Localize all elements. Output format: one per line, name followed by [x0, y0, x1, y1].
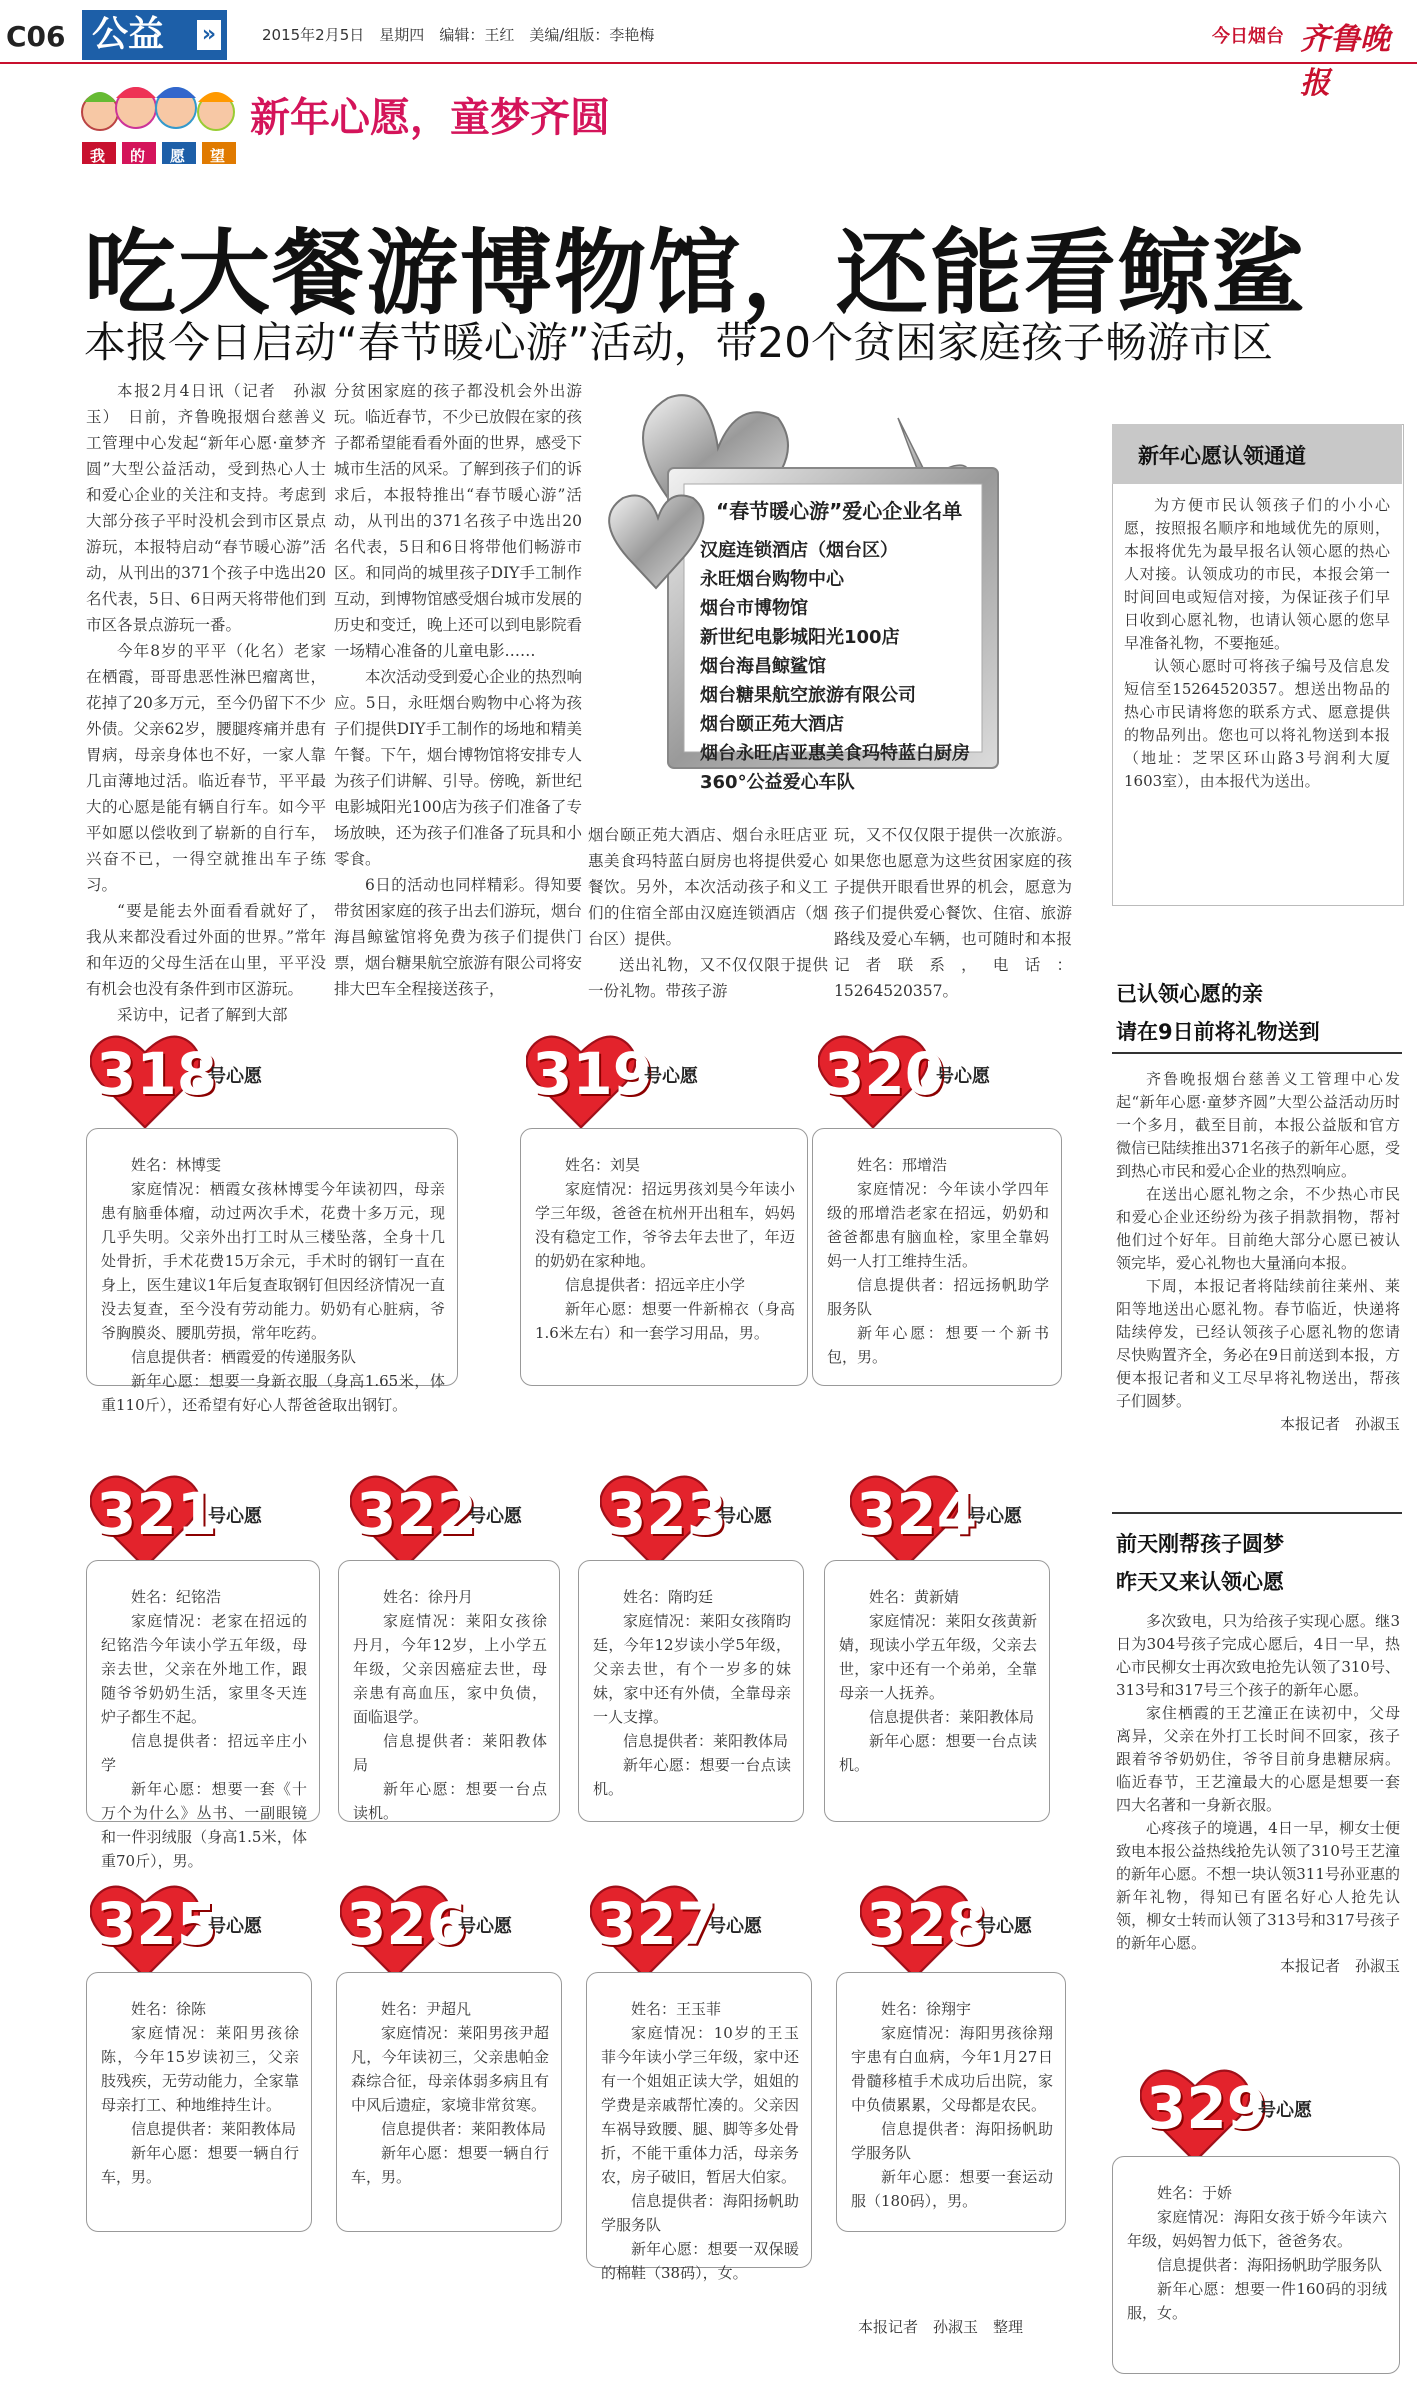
- wish-wish: 新年心愿：想要一辆自行车，男。: [101, 2144, 299, 2186]
- partner-item: 汉庭连锁酒店（烟台区）: [700, 540, 898, 561]
- footer-byline: 本报记者 孙淑玉 整理: [858, 2318, 1024, 2336]
- wish-name: 姓名：徐丹月: [383, 1588, 474, 1606]
- wish-wish: 新年心愿：想要一件新棉衣（身高1.6米左右）和一套学习用品，男。: [535, 1300, 795, 1342]
- tag-char: 我: [90, 147, 106, 165]
- partner-item: 烟台颐正苑大酒店: [700, 714, 844, 735]
- byline: 本报记者 孙淑玉: [1279, 1415, 1400, 1433]
- wish-label: 号心愿: [458, 1916, 512, 1937]
- article-paragraph: 今年8岁的平平（化名）老家在栖霞，哥哥患恶性淋巴瘤离世，花掉了20多万元，至今仍留下不少外债。父亲62岁，腰腿疼痛并患有胃病，母亲身体也不好，一家人靠几亩薄地过活。临近春节，平平最大的心愿是能有辆自行车。如今平平如愿以偿收到了崭新的自行车，兴奋不已，一得空就推出车子练习。: [86, 642, 326, 894]
- wish-name: 姓名：徐陈: [131, 2000, 207, 2018]
- wish-label: 号心愿: [968, 1506, 1022, 1527]
- article-column-2: [334, 378, 582, 1002]
- wish-wish: 新年心愿：想要一套《十万个为什么》丛书、一副眼镜和一件羽绒服（身高1.5米，体重70斤），男。: [101, 1780, 307, 1870]
- wish-label: 号心愿: [208, 1066, 262, 1087]
- wish-wish: 新年心愿：想要一辆自行车，男。: [351, 2144, 549, 2186]
- wish-family: 家庭情况：莱阳男孩尹超凡，今年读初三，父亲患帕金森综合征，母亲体弱多病且有中风后遗症，家境非常贫寒。: [351, 2024, 549, 2114]
- wish-card: [836, 1972, 1066, 2232]
- sidebar-paragraph: 为方便市民认领孩子们的小小心愿，按照报名顺序和地域优先的原则，本报将优先为最早报名认领心愿的热心人对接。认领成功的市民，本报会第一时间回电或短信对接，为保证孩子们早日收到心愿礼物，也请认领心愿的您早早准备礼物，不要拖延。: [1124, 496, 1390, 652]
- wish-provider: 信息提供者：海阳扬帆助学服务队: [1157, 2256, 1383, 2274]
- wish-wish: 新年心愿：想要一双保暖的棉鞋（38码），女。: [601, 2240, 799, 2282]
- wish-card: [336, 1972, 562, 2232]
- wish-label: 号心愿: [978, 1916, 1032, 1937]
- wish-provider: 信息提供者：莱阳教体局: [131, 2120, 297, 2138]
- sidebar-paragraph: 下周，本报记者将陆续前往莱州、莱阳等地送出心愿礼物。春节临近，快递将陆续停发，已经认领孩子心愿礼物的您请尽快购置齐全，务必在9日前送到本报，方便本报记者和义工尽早将礼物送出，帮孩子们圆梦。: [1116, 1277, 1400, 1410]
- sidebar-paragraph: 心疼孩子的境遇，4日一早，柳女士便致电本报公益热线抢先认领了310号王艺潼的新年心愿。不想一块认领311号孙亚惠的新年礼物，得知已有匿名好心人抢先认领，柳女士转而认领了313号和317号孩子的新年心愿。: [1116, 1819, 1400, 1952]
- page-number: C06: [6, 20, 66, 53]
- campaign-slogan: 新年心愿，童梦齐圆: [250, 95, 610, 141]
- wish-number: 324: [856, 1480, 978, 1548]
- article-column-3: [588, 822, 828, 1004]
- wish-name: 姓名：纪铭浩: [131, 1588, 222, 1606]
- wish-card: [520, 1128, 808, 1386]
- wish-name: 姓名：于娇: [1157, 2184, 1233, 2202]
- wish-family: 家庭情况：海阳男孩徐翔宇患有白血病，今年1月27日骨髓移植手术成功后出院，家中负债累累，父母都是农民。: [851, 2024, 1053, 2114]
- wish-card: [578, 1560, 804, 1822]
- divider: [1112, 1512, 1402, 1514]
- section-title: 公益: [92, 14, 165, 55]
- partner-item: 新世纪电影城阳光100店: [700, 627, 900, 648]
- wish-label: 号心愿: [936, 1066, 990, 1087]
- sidebar-paragraph: 家住栖霞的王艺潼正在读初中，父母离异，父亲在外打工长时间不回家，孩子跟着爷爷奶奶住，爷爷目前身患糖尿病。临近春节，王艺潼最大的心愿是想要一套四大名著和一身新衣服。: [1116, 1704, 1400, 1814]
- wish-family: 家庭情况：栖霞女孩林博雯今年读初四，母亲患有脑垂体瘤，动过两次手术，花费十多万元，现几乎失明。父亲外出打工时从三楼坠落，全身十几处骨折，手术花费15万余元，手术时的钢钉一直在身上，医生建议1年后复查取钢钉但因经济情况一直没去复查，至今没有劳动能力。奶奶有心脏病，爷爷胸膜炎、腰肌劳损，常年吃药。: [101, 1180, 445, 1342]
- wish-number: 326: [346, 1890, 468, 1958]
- issue-meta: [262, 24, 654, 45]
- wish-card: [812, 1128, 1062, 1386]
- article-paragraph: 本次活动受到爱心企业的热烈响应。5日，永旺烟台购物中心将为孩子们提供DIY手工制作的场地和精美午餐。下午，烟台博物馆将安排专人为孩子们讲解、引导。傍晚，新世纪电影城阳光100店为孩子们准备了专场放映，还为孩子们准备了玩具和小零食。: [334, 668, 583, 868]
- issue-date: 2015年2月5日: [262, 26, 365, 44]
- issue-weekday: 星期四: [379, 26, 425, 44]
- wish-label: 号心愿: [208, 1506, 262, 1527]
- wish-label: 号心愿: [718, 1506, 772, 1527]
- article-paragraph: 烟台颐正苑大酒店、烟台永旺店亚惠美食玛特蓝白厨房也将提供爱心餐饮。另外，本次活动孩子和义工们的住宿全部由汉庭连锁酒店（烟台区）提供。: [588, 826, 828, 948]
- designer: 美编/组版：李艳梅: [529, 26, 655, 44]
- article-paragraph: 本报2月4日讯（记者 孙淑玉） 日前，齐鲁晚报烟台慈善义工管理中心发起“新年心愿·童梦齐圆”大型公益活动，受到热心人士和爱心企业的关注和支持。考虑到大部分孩子平时没机会到市区景点游玩，本报特启动“春节暖心游”活动，从刊出的371个孩子中选出20名代表，5日、6日两天将带他们到市区各景点游玩一番。: [86, 382, 326, 634]
- section-label: [82, 10, 227, 60]
- wish-family: 家庭情况：今年读小学四年级的邢增浩老家在招远，奶奶和爸爸都患有脑血栓，家里全靠妈妈一人打工维持生活。: [827, 1180, 1049, 1270]
- wish-family: 家庭情况：莱阳女孩隋昀廷，今年12岁读小学5年级，父亲去世，有个一岁多的妹妹，家中还有外债，全靠母亲一人支撑。: [593, 1612, 791, 1726]
- wish-provider: 信息提供者：莱阳教体局: [623, 1732, 789, 1750]
- wish-card: [86, 1560, 320, 1870]
- article-paragraph: 6日的活动也同样精彩。得知要带贫困家庭的孩子出去们游玩，烟台海昌鲸鲨馆将免费为孩子们提供门票，烟台糖果航空旅游有限公司将安排大巴车全程接送孩子，: [334, 876, 583, 998]
- sidebar-paragraph: 齐鲁晚报烟台慈善义工管理中心发起“新年心愿·童梦齐圆”大型公益活动历时一个多月，截至目前，本报公益版和官方微信已陆续推出371名孩子的新年心愿，受到热心市民和爱心企业的热烈响应。: [1116, 1070, 1400, 1180]
- wish-family: 家庭情况：莱阳女孩徐丹月，今年12岁，上小学五年级，父亲因癌症去世，母亲患有高血压，家中负债，面临退学。: [353, 1612, 547, 1726]
- wish-provider: 信息提供者：招远辛庄小学: [101, 1732, 307, 1774]
- partner-item: 烟台市博物馆: [700, 598, 808, 619]
- wish-number: 323: [606, 1480, 728, 1548]
- sidebar-paragraph: 认领心愿时可将孩子编号及信息发短信至15264520357。想送出物品的热心市民请将您的联系方式、愿意提供的物品列出。您也可以将礼物送到本报（地址：芝罘区环山路3号润利大厦1603室），由本报代为送出。: [1124, 657, 1390, 790]
- wish-wish: 新年心愿：想要一台点读机。: [839, 1732, 1037, 1774]
- wish-provider: 信息提供者：莱阳教体局: [869, 1708, 1035, 1726]
- wish-provider: 信息提供者：海阳扬帆助学服务队: [601, 2192, 799, 2234]
- wish-number: 329: [1146, 2074, 1268, 2142]
- sidebar-paragraph: 在送出心愿礼物之余，不少热心市民和爱心企业还纷纷为孩子捐款捐物，帮衬他们过个好年。目前绝大部分心愿已被认领完毕，爱心礼物也大量涌向本报。: [1116, 1185, 1400, 1272]
- double-arrow-icon: »: [197, 20, 221, 50]
- wish-name: 姓名：邢增浩: [857, 1156, 948, 1174]
- article-paragraph: 采访中，记者了解到大部: [117, 1006, 288, 1024]
- wish-provider: 信息提供者：海阳扬帆助学服务队: [851, 2120, 1053, 2162]
- wish-number: 325: [96, 1890, 218, 1958]
- wish-family: 家庭情况：海阳女孩于娇今年读六年级，妈妈智力低下，爸爸务农。: [1127, 2208, 1387, 2250]
- headline: 吃大餐游博物馆，还能看鲸鲨: [84, 220, 1307, 327]
- wish-number: 318: [96, 1040, 218, 1108]
- divider: [1112, 1052, 1402, 1054]
- editor: 编辑：王红: [439, 26, 515, 44]
- wish-provider: 信息提供者：招远辛庄小学: [565, 1276, 746, 1294]
- wish-name: 姓名：王玉菲: [631, 2000, 722, 2018]
- wish-card: [86, 1128, 458, 1414]
- tag-char: 愿: [170, 147, 186, 165]
- wish-number: 320: [824, 1040, 946, 1108]
- wish-name: 姓名：刘昊: [565, 1156, 641, 1174]
- partner-item: 烟台永旺店亚惠美食玛特蓝白厨房: [700, 743, 970, 764]
- partner-item: 烟台糖果航空旅游有限公司: [700, 685, 916, 706]
- wish-label: 号心愿: [468, 1506, 522, 1527]
- edition-label: 今日烟台: [1212, 26, 1284, 47]
- wish-name: 姓名：林博雯: [131, 1156, 222, 1174]
- wish-family: 家庭情况：招远男孩刘昊今年读小学三年级，爸爸在杭州开出租车，妈妈没有稳定工作，爷爷去年去世了，年迈的奶奶在家种地。: [535, 1180, 795, 1270]
- wish-card: [86, 1972, 312, 2232]
- wish-number: 328: [866, 1890, 988, 1958]
- article-column-4: [834, 822, 1072, 1004]
- partner-list-title: “春节暖心游”爱心企业名单: [716, 499, 963, 523]
- wish-wish: 新年心愿：想要一件160码的羽绒服，女。: [1127, 2280, 1387, 2322]
- header-rule: [0, 62, 1417, 64]
- wish-card: [586, 1972, 812, 2282]
- article-paragraph: 分贫困家庭的孩子都没机会外出游玩。临近春节，不少已放假在家的孩子都希望能看看外面的世界，感受下城市生活的风采。了解到孩子们的诉求后，本报特推出“春节暖心游”活动，从刊出的371名孩子中选出20名代表，5日和6日将带他们畅游市区。和同尚的城里孩子DIY手工制作互动，到博物馆感受烟台城市发展的历史和变迁，晚上还可以到电影院看一场精心准备的儿童电影……: [334, 382, 583, 660]
- reminder-title-line-1: 已认领心愿的亲: [1116, 982, 1263, 1006]
- wish-number: 327: [596, 1890, 718, 1958]
- partner-list: [700, 536, 970, 797]
- followup-title-line-2: 昨天又来认领心愿: [1116, 1570, 1284, 1594]
- wish-card: [824, 1560, 1050, 1822]
- wish-family: 家庭情况：10岁的王玉菲今年读小学三年级，家中还有一个姐姐正读大学，姐姐的学费是亲戚帮忙凑的。父亲因车祸导致腰、腿、脚等多处骨折，不能干重体力活，母亲务农，房子破旧，暂居大伯家。: [601, 2024, 799, 2186]
- partner-item: 烟台海昌鲸鲨馆: [700, 656, 826, 677]
- wish-wish: 新年心愿：想要一身新衣服（身高1.65米，体重110斤），还希望有好心人帮爸爸取出钢钉。: [101, 1372, 445, 1414]
- article-paragraph: 送出礼物，又不仅仅限于提供一份礼物。带孩子游: [588, 956, 828, 1000]
- article-column-1: [86, 378, 326, 1028]
- reminder-title-line-2: 请在9日前将礼物送到: [1116, 1020, 1320, 1044]
- followup-text: [1116, 1610, 1400, 1978]
- wish-provider: 信息提供者：莱阳教体局: [353, 1732, 547, 1774]
- wish-card: [1112, 2156, 1400, 2374]
- wish-provider: 信息提供者：招远扬帆助学服务队: [827, 1276, 1049, 1318]
- wish-name: 姓名：黄新婧: [869, 1588, 960, 1606]
- wish-name: 姓名：尹超凡: [381, 2000, 472, 2018]
- wish-family: 家庭情况：莱阳男孩徐陈，今年15岁读初三，父亲肢残疾，无劳动能力，全家靠母亲打工、种地维持生计。: [101, 2024, 299, 2114]
- article-paragraph: 玩，又不仅仅限于提供一次旅游。如果您也愿意为这些贫困家庭的孩子提供开眼看世界的机会，愿意为孩子们提供爱心餐饮、住宿、旅游路线及爱心车辆，也可随时和本报记者联系，电话：15264520357。: [834, 826, 1072, 1000]
- byline: 本报记者 孙淑玉: [1279, 1957, 1400, 1975]
- followup-title-line-1: 前天刚帮孩子圆梦: [1116, 1532, 1284, 1556]
- wish-provider: 信息提供者：栖霞爱的传递服务队: [131, 1348, 357, 1366]
- wish-name: 姓名：隋昀廷: [623, 1588, 714, 1606]
- wish-label: 号心愿: [644, 1066, 698, 1087]
- sidebar-paragraph: 多次致电，只为给孩子实现心愿。继3日为304号孩子完成心愿后，4日一早，热心市民柳女士再次致电抢先认领了310号、313号和317号三个孩子的新年心愿。: [1116, 1612, 1400, 1699]
- wish-name: 姓名：徐翔宇: [881, 2000, 972, 2018]
- wish-label: 号心愿: [708, 1916, 762, 1937]
- wish-family: 家庭情况：莱阳女孩黄新婧，现读小学五年级，父亲去世，家中还有一个弟弟，全靠母亲一人抚养。: [839, 1612, 1037, 1702]
- claim-channel-text: [1124, 494, 1390, 793]
- subheadline: 本报今日启动“春节暖心游”活动，带20个贫困家庭孩子畅游市区: [84, 318, 1273, 367]
- wish-number: 319: [532, 1040, 654, 1108]
- newspaper-logo: 齐鲁晚报: [1300, 22, 1390, 101]
- wish-card: [338, 1560, 560, 1822]
- reminder-text: [1116, 1068, 1400, 1436]
- wish-label: 号心愿: [208, 1916, 262, 1937]
- wish-wish: 新年心愿：想要一套运动服（180码），男。: [851, 2168, 1053, 2210]
- tag-char: 的: [130, 147, 146, 165]
- partner-item: 360°公益爱心车队: [700, 772, 855, 793]
- partner-item: 永旺烟台购物中心: [700, 569, 844, 590]
- wish-wish: 新年心愿：想要一个新书包，男。: [827, 1324, 1049, 1366]
- wish-label: 号心愿: [1258, 2100, 1312, 2121]
- article-paragraph: “要是能去外面看看就好了，我从来都没看过外面的世界。”常年和年迈的父母生活在山里，平平没有机会也没有条件到市区游玩。: [86, 902, 326, 998]
- claim-channel-title: 新年心愿认领通道: [1138, 444, 1306, 468]
- wish-number: 321: [96, 1480, 218, 1548]
- wish-family: 家庭情况：老家在招远的纪铭浩今年读小学五年级，母亲去世，父亲在外地工作，跟随爷爷奶奶生活，家里冬天连炉子都生不起。: [101, 1612, 307, 1726]
- wish-wish: 新年心愿：想要一台点读机。: [353, 1780, 547, 1822]
- tag-char: 望: [210, 147, 226, 165]
- wish-provider: 信息提供者：莱阳教体局: [381, 2120, 547, 2138]
- wish-number: 322: [356, 1480, 478, 1548]
- wish-wish: 新年心愿：想要一台点读机。: [593, 1756, 791, 1798]
